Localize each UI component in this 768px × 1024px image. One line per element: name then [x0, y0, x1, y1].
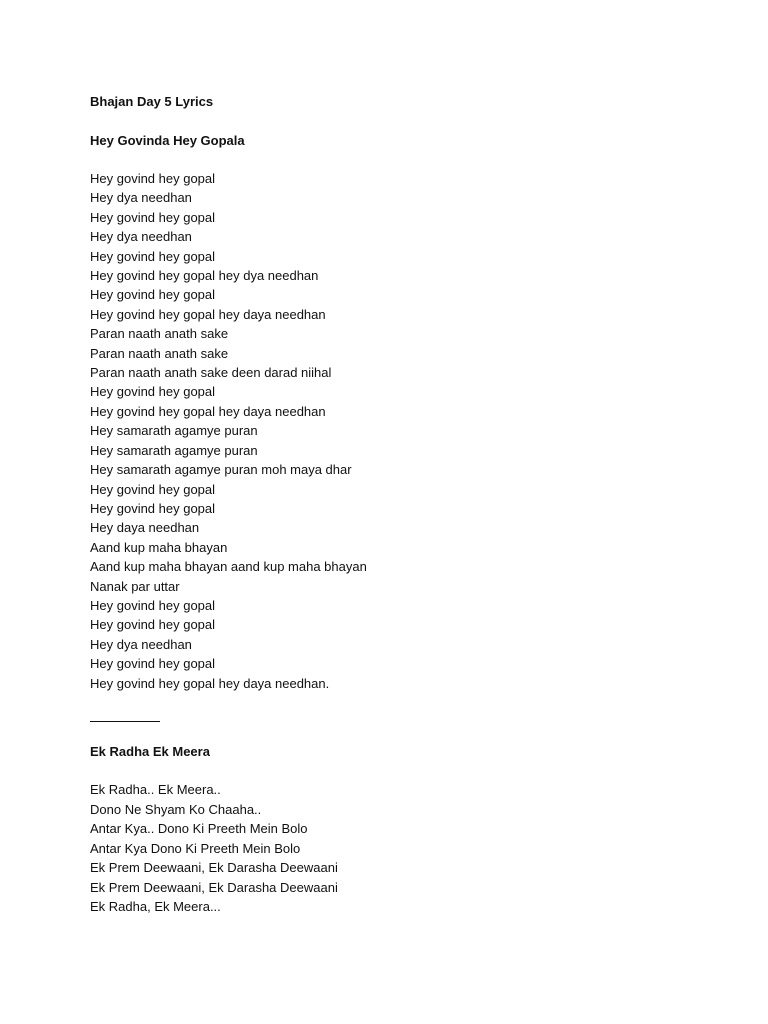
lyric-line: Hey samarath agamye puran moh maya dhar — [90, 462, 352, 478]
lyric-line: Ek Radha, Ek Meera... — [90, 898, 221, 914]
lyric-line: Hey dya needhan — [90, 190, 192, 206]
spacer — [90, 150, 730, 170]
lyric-line: Hey govind hey gopal hey dya needhan — [90, 268, 319, 284]
lyric-line: Paran naath anath sake deen darad niihal — [90, 365, 332, 381]
spacer — [90, 761, 730, 781]
lyric-line: Ek Prem Deewaani, Ek Darasha Deewaani — [90, 879, 338, 895]
lyric-line: Paran naath anath sake — [90, 326, 229, 342]
song-2-lyrics — [90, 780, 730, 916]
lyric-line: Hey govind hey gopal — [90, 656, 216, 672]
song-title-1: Hey Govinda Hey Gopala — [90, 132, 245, 148]
song-1-lyrics — [90, 169, 730, 693]
lyric-line: Hey govind hey gopal — [90, 617, 216, 633]
lyric-line: Paran naath anath sake — [90, 345, 229, 361]
document-title: Bhajan Day 5 Lyrics — [90, 94, 214, 109]
lyric-line: Hey govind hey gopal — [90, 384, 216, 400]
lyric-line: Aand kup maha bhayan aand kup maha bhayan — [90, 559, 367, 575]
lyric-line: Hey samarath agamye puran — [90, 423, 258, 439]
lyric-line: Antar Kya Dono Ki Preeth Mein Bolo — [90, 840, 301, 856]
lyric-line: Antar Kya.. Dono Ki Preeth Mein Bolo — [90, 821, 308, 837]
lyric-line: Hey govind hey gopal — [90, 597, 216, 613]
lyric-line: Ek Radha.. Ek Meera.. — [90, 782, 221, 798]
spacer — [90, 693, 730, 721]
song-title-2: Ek Radha Ek Meera — [90, 743, 210, 759]
lyric-line: Dono Ne Shyam Ko Chaaha.. — [90, 801, 262, 817]
lyric-line: Aand kup maha bhayan — [90, 539, 228, 555]
lyric-line: Hey govind hey gopal — [90, 248, 216, 264]
lyric-line: Hey dya needhan — [90, 636, 192, 652]
spacer — [90, 111, 730, 131]
lyric-line: Hey govind hey gopal — [90, 287, 216, 303]
lyric-line: Nanak par uttar — [90, 578, 180, 594]
lyric-line: Hey govind hey gopal — [90, 209, 216, 225]
lyric-line: Ek Prem Deewaani, Ek Darasha Deewaani — [90, 860, 338, 876]
lyric-line: Hey samarath agamye puran — [90, 442, 258, 458]
lyric-line: Hey daya needhan — [90, 520, 200, 536]
spacer — [90, 722, 730, 742]
lyric-line: Hey dya needhan — [90, 229, 192, 245]
lyric-line: Hey govind hey gopal — [90, 171, 216, 186]
document-page — [90, 92, 730, 916]
lyric-line: Hey govind hey gopal — [90, 481, 216, 497]
lyric-line: Hey govind hey gopal hey daya needhan — [90, 306, 326, 322]
lyric-line: Hey govind hey gopal hey daya needhan — [90, 403, 326, 419]
lyric-line: Hey govind hey gopal hey daya needhan. — [90, 675, 330, 691]
lyric-line: Hey govind hey gopal — [90, 500, 216, 516]
